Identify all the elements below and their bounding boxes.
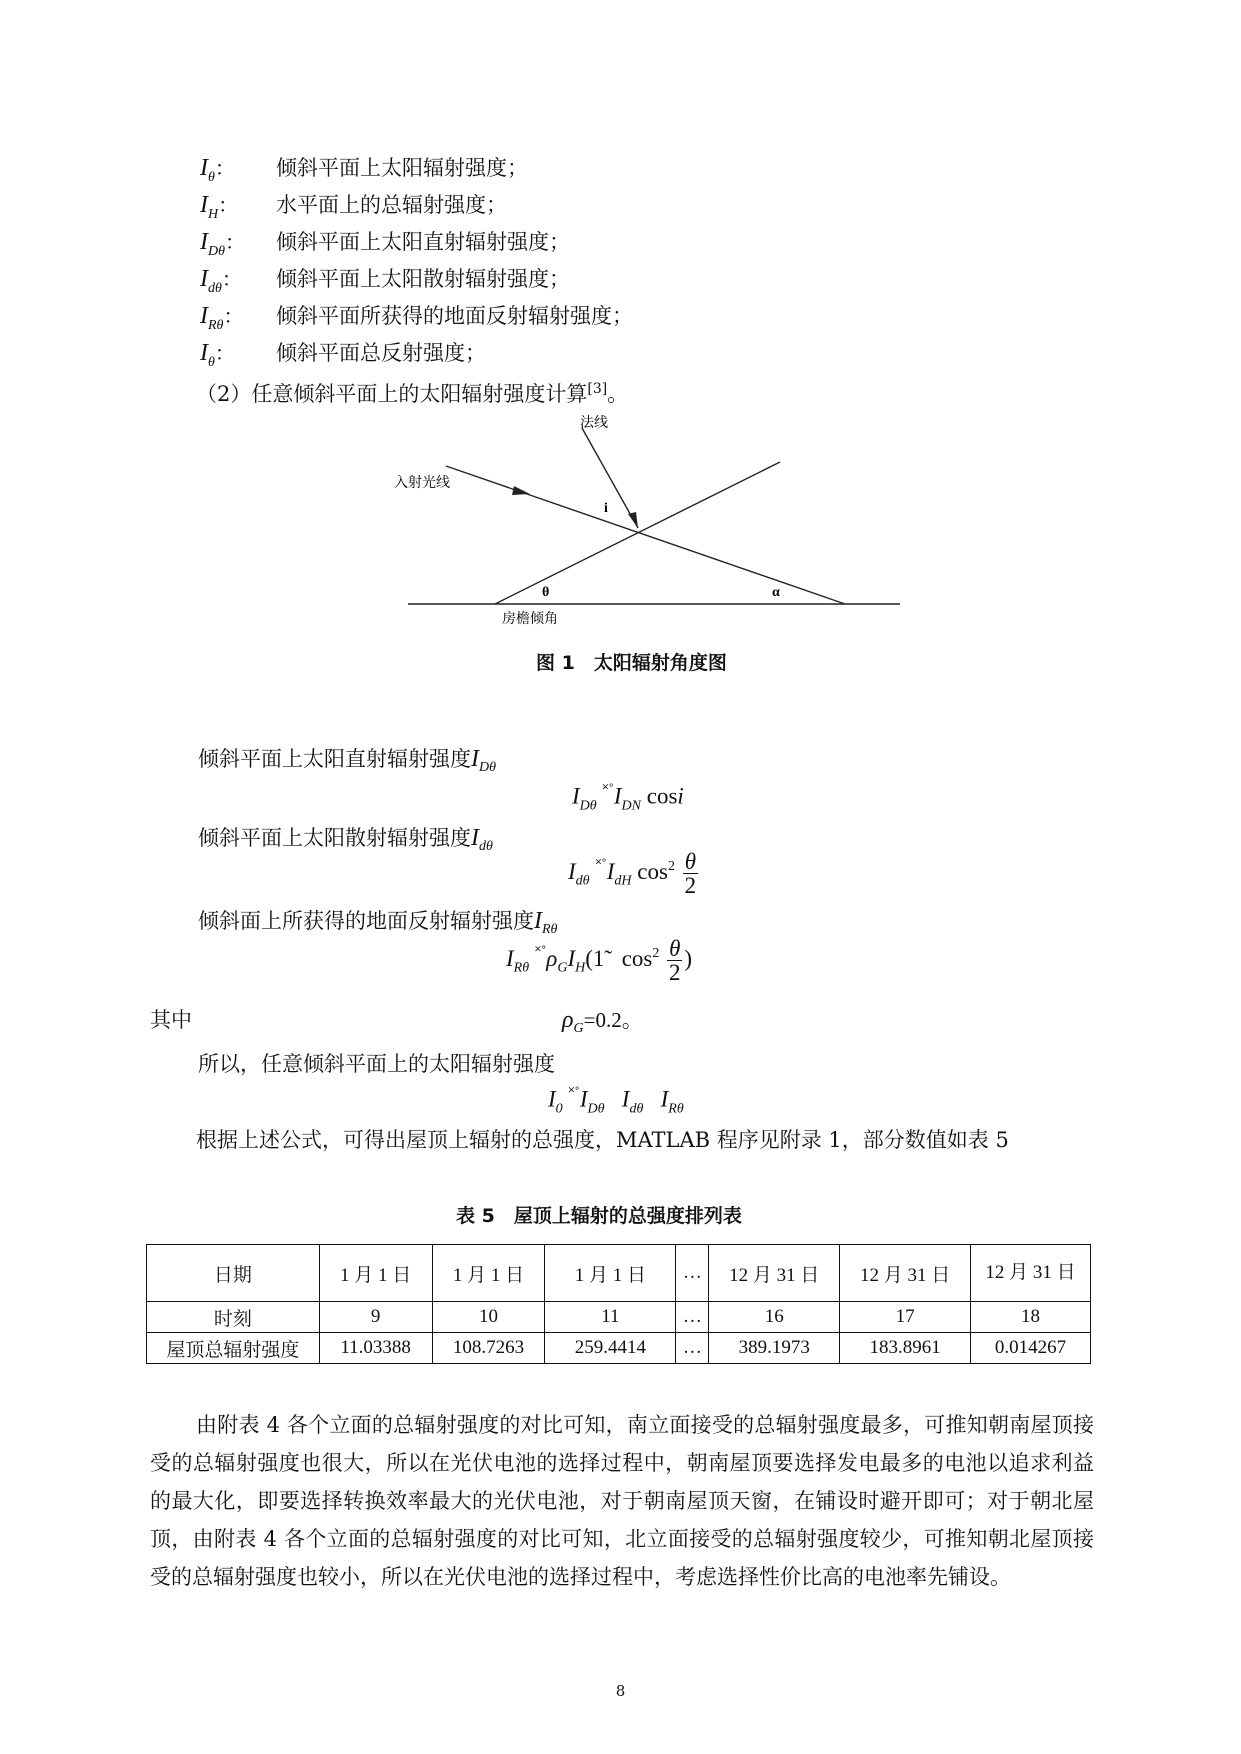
- table-caption: 表 5 屋顶上辐射的总强度排列表: [456, 1205, 742, 1227]
- table-cell: …: [676, 1333, 709, 1364]
- sloped-line: [446, 466, 845, 604]
- normal-arrowhead: [628, 512, 638, 528]
- diffuse-radiation-equation: $I_{d\theta}$ $^{˟˚}I_{dH}$ $\cos^2$ $\frac{\theta}{2}$: [568, 850, 697, 894]
- table-cell: 18: [971, 1302, 1091, 1333]
- total-radiation-intro: 所以，任意倾斜平面上的太阳辐射强度: [198, 1052, 555, 1076]
- definition-row: [200, 337, 486, 371]
- definition-row: [200, 189, 507, 223]
- table-cell: …: [676, 1302, 709, 1333]
- table-cell: 12 月 31 日: [971, 1245, 1091, 1302]
- table-cell: 10: [432, 1302, 545, 1333]
- figure-caption: 图 1 太阳辐射角度图: [536, 652, 727, 674]
- definition-text: 倾斜平面上太阳辐射强度；: [276, 156, 528, 180]
- section-subheading: [196, 378, 628, 408]
- direct-radiation-intro: [198, 743, 496, 776]
- direct-intro-text: 倾斜平面上太阳直射辐射强度: [198, 747, 471, 771]
- eave-angle-label: 房檐倾角: [502, 611, 558, 627]
- normal-label: 法线: [580, 415, 608, 431]
- subheading-end: 。: [607, 382, 629, 406]
- table-cell: 1 月 1 日: [432, 1245, 545, 1302]
- table-cell: 1 月 1 日: [545, 1245, 676, 1302]
- definition-text: 倾斜平面上太阳散射辐射强度；: [276, 267, 570, 291]
- definition-text: 倾斜平面所获得的地面反射辐射强度；: [276, 304, 633, 328]
- table-cell: 17: [840, 1302, 971, 1333]
- subheading-text: （2）任意倾斜平面上的太阳辐射强度计算: [196, 382, 588, 406]
- angle-theta-label: θ: [542, 585, 550, 600]
- total-radiation-equation: $I_0$ $^{˟˚}I_{D\theta}$ $I_{d\theta}$ $I_{R\theta}$: [548, 1085, 684, 1117]
- diffuse-radiation-intro: 倾斜平面上太阳散射辐射强度$I_{d\theta}$: [198, 825, 493, 855]
- table-row: [147, 1302, 1091, 1333]
- definition-symbol: $I_{d\theta}$：: [200, 266, 242, 296]
- table-cell: 12 月 31 日: [840, 1245, 971, 1302]
- table-row: [147, 1333, 1091, 1364]
- definition-row: [200, 300, 633, 334]
- definition-text: 倾斜平面上太阳直射辐射强度；: [276, 230, 570, 254]
- reflect-intro-text: 倾斜面上所获得的地面反射辐射强度: [198, 909, 534, 933]
- table-cell: 389.1973: [709, 1333, 840, 1364]
- direct-radiation-equation: $I_{D\theta}$ $^{˟˚}I_{DN}$ cosi: [572, 782, 684, 814]
- incident-ray-label: 入射光线: [394, 475, 450, 491]
- reflected-radiation-equation: $I_{R\theta}$ $^{˟˚}\rho_GI_H(1̃$ $\cos^2$ $\frac{\theta}{2}$ ): [506, 936, 693, 985]
- roof-plane-line: [495, 462, 780, 604]
- definition-symbol: $I_H$：: [200, 192, 239, 222]
- solar-angle-diagram: [390, 410, 910, 635]
- definition-row: [200, 226, 570, 260]
- definition-text: 倾斜平面总反射强度；: [276, 341, 486, 365]
- table-cell: 12 月 31 日: [709, 1245, 840, 1302]
- normal-line: [582, 428, 638, 528]
- angle-i-label: i: [604, 501, 608, 516]
- diffuse-subscript: dθ: [479, 839, 493, 855]
- table-cell: 1 月 1 日: [319, 1245, 432, 1302]
- table-row: [147, 1245, 1091, 1302]
- definition-text: 水平面上的总辐射强度；: [276, 193, 507, 217]
- page-number: 8: [615, 1682, 626, 1700]
- definition-symbol: $I_{R\theta}$：: [200, 303, 244, 333]
- table-header-cell: 日期: [147, 1245, 320, 1302]
- table-cell: 11.03388: [319, 1333, 432, 1364]
- table-cell: …: [676, 1245, 709, 1302]
- reflect-subscript: Rθ: [542, 922, 558, 938]
- direct-subscript: Dθ: [479, 760, 496, 776]
- angle-alpha-label: α: [772, 585, 780, 600]
- table-cell: 0.014267: [971, 1333, 1091, 1364]
- definition-symbol: $I_{D\theta}$：: [200, 229, 245, 259]
- where-label: 其中: [150, 1008, 192, 1032]
- rho-equation: $\rho_G=0.2$。: [562, 1007, 643, 1037]
- citation-ref: [3]: [587, 381, 608, 397]
- diffuse-intro-text: 倾斜平面上太阳散射辐射强度: [198, 826, 471, 850]
- reflected-radiation-intro: 倾斜面上所获得的地面反射辐射强度$I_{R\theta}$: [198, 908, 558, 938]
- definition-symbol: $I_\theta$：: [200, 340, 235, 370]
- table-intro-paragraph: 根据上述公式，可得出屋顶上辐射的总强度，MATLAB 程序见附录 1，部分数值如表 5: [196, 1128, 1009, 1152]
- table-cell: 183.8961: [840, 1333, 971, 1364]
- conclusion-paragraph: 由附表 4 各个立面的总辐射强度的对比可知，南立面接受的总辐射强度最多，可推知朝南屋顶接受的总辐射强度也很大，所以在光伏电池的选择过程中，朝南屋顶要选择发电最多的电池以追求利益的最大化，即要选择转换效率最大的光伏电池，对于朝南屋顶天窗，在铺设时避开即可；对于朝北屋顶，由附表 4 各个立面的总辐射强度的对比可知，北立面接受的总辐射强度较少，可推知朝北屋顶接受的总辐射强度也较小，所以在光伏电池的选择过程中，考虑选择性价比高的电池率先铺设。: [150, 1413, 1094, 1589]
- radiation-table: [146, 1244, 1091, 1364]
- definition-row: [200, 263, 570, 297]
- table-cell: 108.7263: [432, 1333, 545, 1364]
- direct-symbol: I: [471, 746, 479, 772]
- table-header-cell: 屋顶总辐射强度: [147, 1333, 320, 1364]
- table-cell: 11: [545, 1302, 676, 1333]
- table-cell: 259.4414: [545, 1333, 676, 1364]
- definition-symbol: $I_\theta$：: [200, 155, 235, 185]
- table-cell: 9: [319, 1302, 432, 1333]
- table-header-cell: 时刻: [147, 1302, 320, 1333]
- definition-row: [200, 152, 528, 186]
- incident-arrowhead: [512, 486, 530, 495]
- table-cell: 16: [709, 1302, 840, 1333]
